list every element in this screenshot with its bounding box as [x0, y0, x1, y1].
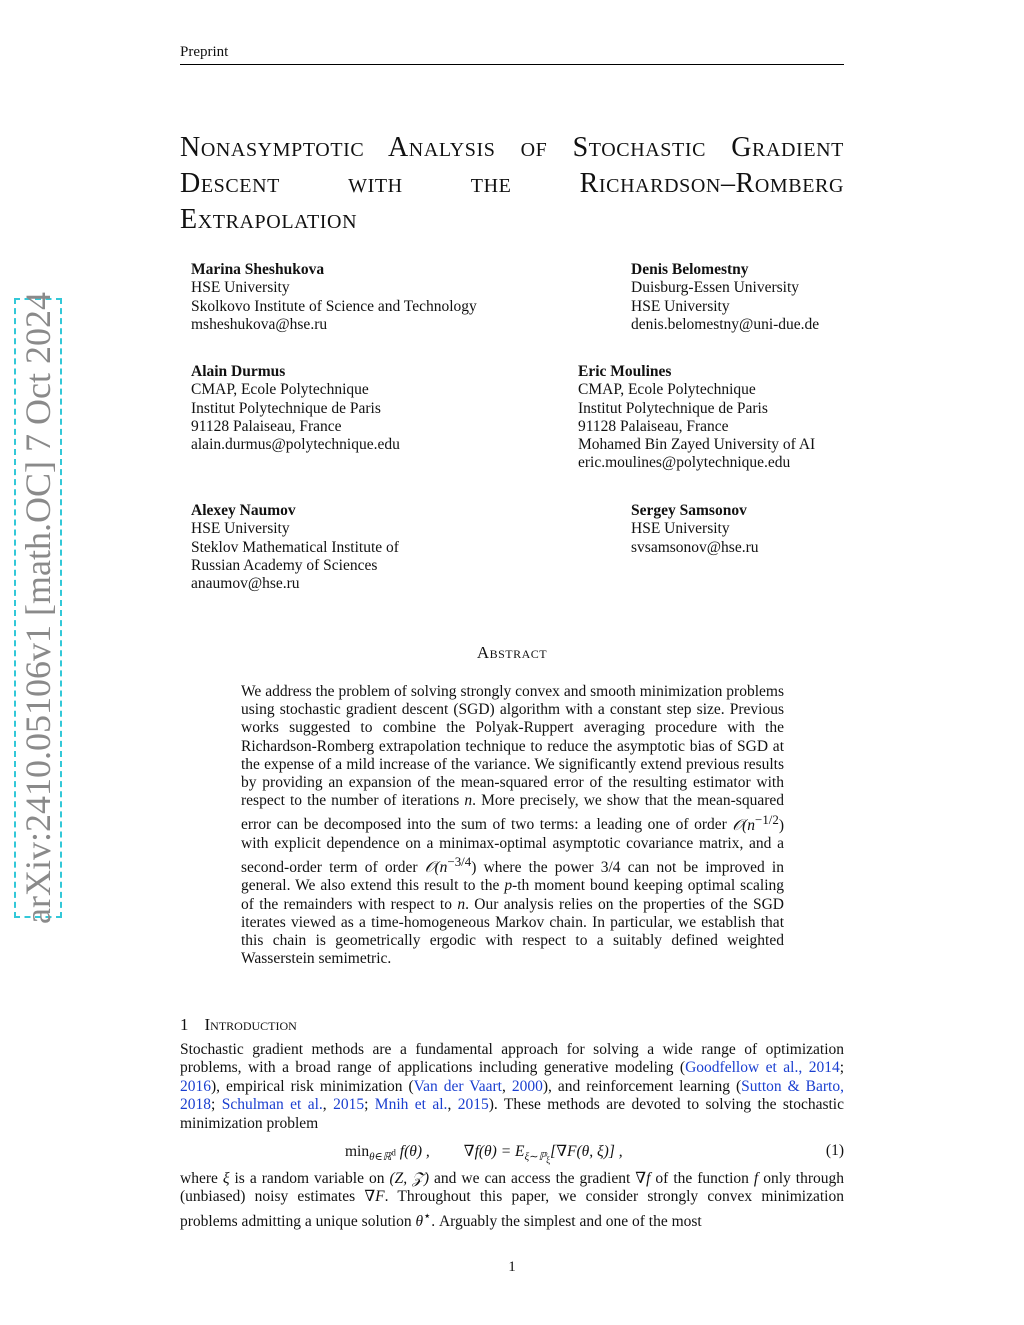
author-email: denis.belomestny@uni-due.de	[631, 315, 820, 333]
author-affiliation: Institut Polytechnique de Paris	[191, 399, 381, 417]
citation-link[interactable]: 2016	[180, 1077, 211, 1095]
abstract-text: where the power	[476, 859, 601, 877]
author-affiliation: Russian Academy of Sciences	[191, 556, 378, 574]
author-affiliation: HSE University	[191, 279, 290, 297]
author-affiliation: 91128 Palaiseau, France	[578, 417, 729, 435]
author-affiliation: 91128 Palaiseau, France	[191, 417, 342, 435]
math-expression: $𝒪(n^{-1/2})$	[732, 811, 784, 834]
arxiv-sidebar	[14, 292, 62, 924]
citation-link[interactable]: 2014	[808, 1059, 840, 1077]
author-block	[191, 261, 477, 334]
author-email: eric.moulines@polytechnique.edu	[578, 454, 791, 472]
paper-title: Nonasymptotic Analysis of Stochastic Gradient Descent with the Richardson–Romberg Extrapolation	[180, 132, 844, 235]
author-affiliation: Duisburg-Essen University	[631, 279, 800, 297]
author-affiliation: Mohamed Bin Zayed University of AI	[578, 436, 816, 454]
abstract-body	[241, 683, 784, 968]
author-affiliation: CMAP, Ecole Polytechnique	[578, 381, 756, 399]
author-affiliation: Institut Polytechnique de Paris	[578, 399, 768, 417]
author-affiliation: Skolkovo Institute of Science and Technology	[191, 297, 477, 315]
author-name: Alain Durmus	[191, 363, 286, 380]
citation-link[interactable]: Goodfellow et al.,	[685, 1059, 803, 1077]
author-affiliation: Steklov Mathematical Institute of	[191, 538, 399, 556]
math-symbol: n	[464, 792, 473, 810]
abstract-text: . Our analysis relies on the properties of the SGD iterates viewed as a time-homogeneous Markov chain. In particular, we establish that this chain is geometrically ergodic with respect to a suitably defined weighted Wasserstein semimetric.	[241, 895, 784, 968]
equation-body: $\min_{\theta\in ℝ^d} f(\theta)$ , $\nabla f(\theta) = E_{\xi\sim ℙ_\xi}[\nabla F(\theta$, ξ)] ,	[345, 1143, 623, 1166]
abstract-text: -th moment bound keeping optimal scaling of the remainders with respect to	[241, 877, 785, 913]
citation-link[interactable]: 2000	[511, 1077, 543, 1095]
author-name: Marina Sheshukova	[191, 261, 325, 278]
math-expression: $𝒪(n^{-3/4})$	[424, 853, 477, 877]
author-block	[578, 363, 815, 473]
author-block	[631, 261, 819, 334]
abstract-text: can not be improved in general. We also extend this result to the	[241, 859, 784, 895]
intro-paragraph: Stochastic gradient methods are a fundamental approach for solving a wide range of optimization problems, with a broad range of applications including generative modeling (Goodfellow et al., 2014; 2016), empirical risk minimization (Van der Vaart, 2000), and reinforcement learning (Sutton & Barto, 2018; Schulman et al., 2015; Mnih et al., 2015). These methods are devoted to solving the stochastic minimization problem	[180, 1041, 845, 1132]
author-name: Alexey Naumov	[191, 502, 296, 519]
author-name: Denis Belomestny	[631, 261, 749, 278]
author-block	[631, 502, 759, 557]
arxiv-identifier: arXiv:2410.05106v1 [math.OC] 7 Oct 2024	[18, 292, 58, 924]
citation-link[interactable]: Sutton & Barto, 2018	[180, 1077, 844, 1114]
author-block	[191, 502, 399, 593]
section-title: Introduction	[204, 1015, 297, 1034]
author-name: Eric Moulines	[578, 363, 672, 380]
abstract-heading: Abstract	[476, 643, 548, 662]
abstract-text: We address the problem of solving strongly convex and smooth minimization problems using stochastic gradient descent (SGD) algorithm with a constant step size. Previous works suggested to combine the Polyak-Ruppert averaging procedure with the Richardson-Romberg extrapolation technique to reduce the asymptotic bias of SGD at the expense of a mild increase of the variance. We significantly extend previous results by providing an expansion of the mean-squared error of the resulting estimator with respect to the number of iterations	[241, 683, 784, 810]
math-symbol: n	[457, 895, 466, 913]
author-affiliation: HSE University	[631, 297, 730, 315]
header-rule	[180, 64, 844, 65]
author-affiliation: CMAP, Ecole Polytechnique	[191, 381, 369, 399]
author-email: msheshukova@hse.ru	[191, 315, 328, 333]
citation-link[interactable]: Van der Vaart	[413, 1077, 502, 1095]
math-symbol: p	[504, 877, 513, 895]
section-number: 1	[180, 1015, 189, 1034]
author-affiliation: HSE University	[631, 520, 730, 538]
equation-number: (1)	[825, 1142, 844, 1159]
abstract-text: . More precisely, we show that the mean-squared error can be decomposed into the sum of two terms: a leading one of order	[241, 792, 784, 834]
author-email: alain.durmus@polytechnique.edu	[191, 436, 400, 454]
abstract-text: with explicit dependence on a minimax-optimal asymptotic covariance matrix, and a second-order term of order	[241, 834, 784, 877]
citation-link[interactable]: Mnih et al.	[374, 1096, 448, 1114]
author-block	[191, 363, 400, 454]
running-header: Preprint	[180, 44, 229, 60]
author-email: svsamsonov@hse.ru	[631, 538, 759, 556]
page-number: 1	[508, 1259, 516, 1275]
intro-paragraph: where ξ is a random variable on (Z, 𝒵) and we can access the gradient ∇f of the function f only through (unbiased) noisy estimates ∇F. Throughout this paper, we consider strongly convex minimization problems admitting a unique solution θ⋆. Arguably the simplest and one of the most	[180, 1170, 844, 1230]
author-affiliation: HSE University	[191, 520, 290, 538]
author-name: Sergey Samsonov	[631, 502, 747, 519]
citation-link[interactable]: Schulman et al.	[221, 1096, 323, 1114]
citation-link[interactable]: 2015	[333, 1096, 365, 1114]
equation-1	[180, 1142, 844, 1166]
math-expression: 3/4	[600, 859, 621, 877]
author-email: anaumov@hse.ru	[191, 575, 300, 593]
section-heading	[180, 1015, 297, 1035]
citation-link[interactable]: 2015	[457, 1096, 489, 1114]
